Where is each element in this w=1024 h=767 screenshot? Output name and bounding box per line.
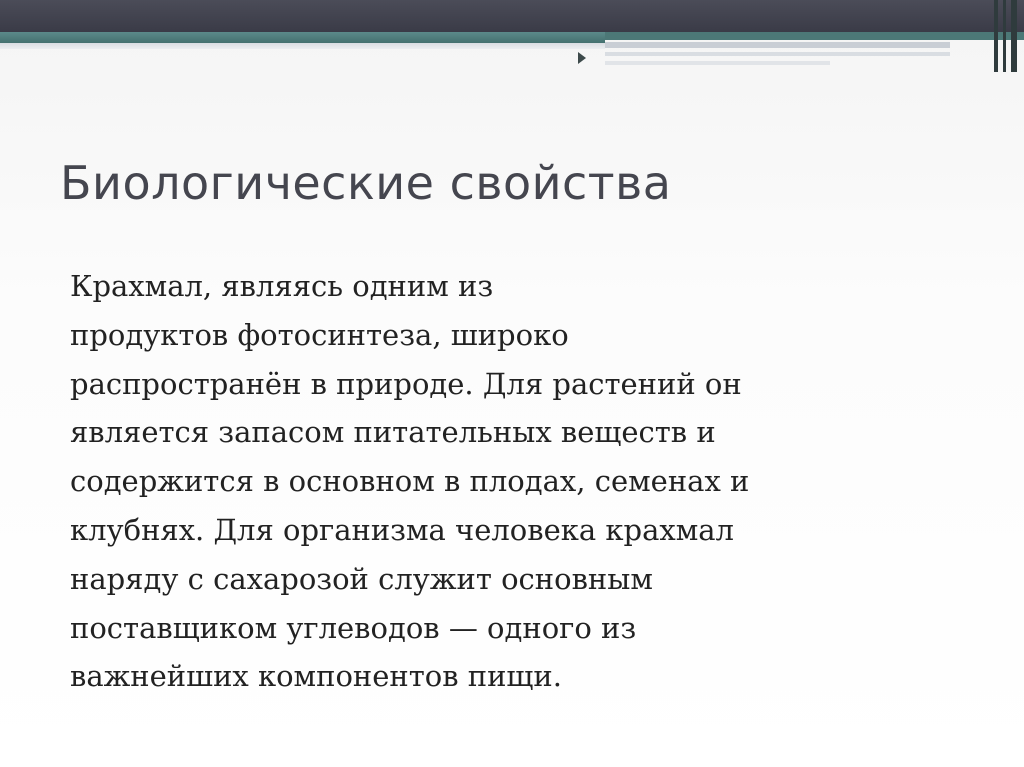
body-line: продуктов фотосинтеза, широко: [70, 317, 569, 352]
body-line: содержится в основном в плодах, семенах и: [70, 464, 750, 499]
vertical-stripe: [994, 0, 998, 72]
top-bar-light: [0, 43, 605, 49]
vertical-stripe: [1003, 0, 1006, 72]
body-line: важнейших компонентов пищи.: [70, 659, 562, 694]
top-bar-teal-right: [605, 32, 1024, 40]
slide-title: Биологические свойства: [60, 156, 672, 210]
body-line: наряду с сахарозой служит основным: [70, 561, 653, 596]
body-line: поставщиком углеводов — одного из: [70, 610, 637, 645]
top-bar-light-line: [605, 52, 950, 56]
body-line: клубнях. Для организма человека крахмал: [70, 512, 734, 547]
slide-body-text: [70, 262, 1002, 701]
triangle-bullet-icon: [578, 52, 586, 64]
top-bar-light-line: [605, 61, 830, 65]
top-bar-teal: [0, 32, 605, 43]
body-line: Крахмал, являясь одним из: [70, 269, 494, 303]
body-line: является запасом питательных веществ и: [70, 415, 716, 450]
top-bar-light-line: [605, 42, 950, 48]
vertical-stripe: [1011, 0, 1017, 72]
top-bar-dark: [0, 0, 1024, 32]
body-line: распространён в природе. Для растений он: [70, 366, 742, 401]
